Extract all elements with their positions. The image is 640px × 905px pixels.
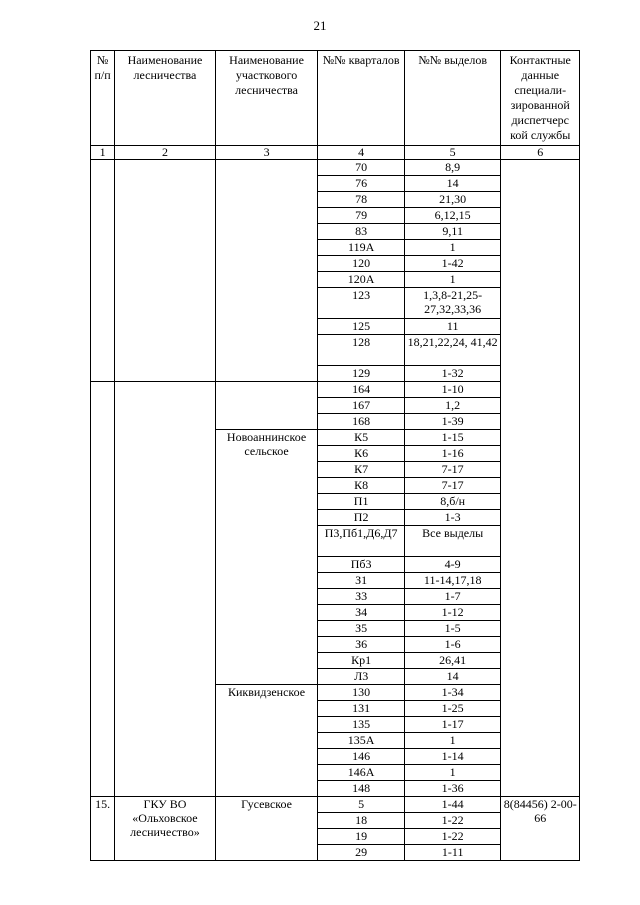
empty-cell	[91, 382, 115, 797]
allotment-cell: 1-39	[404, 414, 501, 430]
forestry-name: ГКУ ВО «Ольховское лесничество»	[115, 797, 216, 861]
allotment-cell: 1-15	[404, 430, 501, 446]
quarter-cell: 164	[318, 382, 405, 398]
contact-cell: 8(84456) 2-00-66	[501, 797, 580, 861]
header-cell: Наименование участкового лесничества	[215, 51, 318, 146]
quarter-cell: К7	[318, 462, 405, 478]
quarter-cell: 167	[318, 398, 405, 414]
quarter-cell: 135	[318, 717, 405, 733]
header-cell: Контактные данные специали-зированной диспетчерс кой службы	[501, 51, 580, 146]
district-name: Новоаннинское сельское	[215, 430, 318, 685]
allotment-cell: 1-5	[404, 621, 501, 637]
empty-cell	[501, 160, 580, 797]
quarter-cell: К8	[318, 478, 405, 494]
quarter-cell: 70	[318, 160, 405, 176]
quarter-cell: 120А	[318, 272, 405, 288]
quarter-cell: 125	[318, 319, 405, 335]
quarter-cell: 19	[318, 829, 405, 845]
empty-cell	[115, 382, 216, 797]
quarter-cell: 5	[318, 797, 405, 813]
quarter-cell: 130	[318, 685, 405, 701]
allotment-cell: 1-16	[404, 446, 501, 462]
column-number: 1	[91, 146, 115, 160]
district-name: Киквидзенское	[215, 685, 318, 797]
quarter-cell: 119А	[318, 240, 405, 256]
quarter-cell: З6	[318, 637, 405, 653]
allotment-cell: 14	[404, 669, 501, 685]
allotment-cell: Все выделы	[404, 526, 501, 557]
table-row	[91, 797, 580, 813]
allotment-cell: 7-17	[404, 478, 501, 494]
quarter-cell: З4	[318, 605, 405, 621]
quarter-cell: 79	[318, 208, 405, 224]
allotment-cell: 18,21,22,24, 41,42	[404, 335, 501, 366]
column-number: 5	[404, 146, 501, 160]
allotment-cell: 21,30	[404, 192, 501, 208]
allotment-cell: 14	[404, 176, 501, 192]
allotment-cell: 6,12,15	[404, 208, 501, 224]
allotment-cell: 1-6	[404, 637, 501, 653]
quarter-cell: Кр1	[318, 653, 405, 669]
allotment-cell: 1	[404, 240, 501, 256]
quarter-cell: 168	[318, 414, 405, 430]
allotment-cell: 1	[404, 733, 501, 749]
allotment-cell: 1-14	[404, 749, 501, 765]
quarter-cell: 18	[318, 813, 405, 829]
allotment-cell: 1-36	[404, 781, 501, 797]
quarter-cell: 131	[318, 701, 405, 717]
allotment-cell: 1-17	[404, 717, 501, 733]
allotment-cell: 1-10	[404, 382, 501, 398]
quarter-cell: З5	[318, 621, 405, 637]
quarter-cell: 129	[318, 366, 405, 382]
table-row	[91, 160, 580, 176]
allotment-cell: 1-34	[404, 685, 501, 701]
column-number: 4	[318, 146, 405, 160]
quarter-cell: Л3	[318, 669, 405, 685]
allotment-cell: 1-3	[404, 510, 501, 526]
allotment-cell: 1-22	[404, 829, 501, 845]
quarter-cell: З1	[318, 573, 405, 589]
table-header-row	[91, 51, 580, 146]
quarter-cell: 146	[318, 749, 405, 765]
forestry-table	[90, 50, 580, 861]
row-number: 15.	[91, 797, 115, 861]
allotment-cell: 8,б/н	[404, 494, 501, 510]
allotment-cell: 11-14,17,18	[404, 573, 501, 589]
header-cell: №№ кварталов	[318, 51, 405, 146]
quarter-cell: П3,Пб1,Д6,Д7	[318, 526, 405, 557]
allotment-cell: 1,2	[404, 398, 501, 414]
column-number: 3	[215, 146, 318, 160]
allotment-cell: 1-42	[404, 256, 501, 272]
header-cell: Наименование лесничества	[115, 51, 216, 146]
allotment-cell: 1	[404, 765, 501, 781]
quarter-cell: 148	[318, 781, 405, 797]
quarter-cell: Пб3	[318, 557, 405, 573]
column-number: 2	[115, 146, 216, 160]
allotment-cell: 1-44	[404, 797, 501, 813]
allotment-cell: 26,41	[404, 653, 501, 669]
quarter-cell: 128	[318, 335, 405, 366]
quarter-cell: 146А	[318, 765, 405, 781]
quarter-cell: 29	[318, 845, 405, 861]
empty-cell	[215, 160, 318, 382]
allotment-cell: 1-11	[404, 845, 501, 861]
allotment-cell: 7-17	[404, 462, 501, 478]
empty-cell	[91, 160, 115, 382]
allotment-cell: 9,11	[404, 224, 501, 240]
quarter-cell: П2	[318, 510, 405, 526]
allotment-cell: 8,9	[404, 160, 501, 176]
empty-cell	[115, 160, 216, 382]
column-number-row	[91, 146, 580, 160]
page-number: 21	[313, 18, 327, 33]
quarter-cell: 76	[318, 176, 405, 192]
district-name: Гусевское	[215, 797, 318, 861]
allotment-cell: 1-22	[404, 813, 501, 829]
quarter-cell: 123	[318, 288, 405, 319]
allotment-cell: 1-12	[404, 605, 501, 621]
header-cell: № п/п	[91, 51, 115, 146]
quarter-cell: 78	[318, 192, 405, 208]
allotment-cell: 4-9	[404, 557, 501, 573]
allotment-cell: 1	[404, 272, 501, 288]
quarter-cell: П1	[318, 494, 405, 510]
allotment-cell: 11	[404, 319, 501, 335]
allotment-cell: 1-25	[404, 701, 501, 717]
header-cell: №№ выделов	[404, 51, 501, 146]
allotment-cell: 1-32	[404, 366, 501, 382]
quarter-cell: 135А	[318, 733, 405, 749]
quarter-cell: З3	[318, 589, 405, 605]
column-number: 6	[501, 146, 580, 160]
quarter-cell: 120	[318, 256, 405, 272]
empty-cell	[215, 382, 318, 430]
quarter-cell: К5	[318, 430, 405, 446]
allotment-cell: 1-7	[404, 589, 501, 605]
quarter-cell: К6	[318, 446, 405, 462]
allotment-cell: 1,3,8-21,25-27,32,33,36	[404, 288, 501, 319]
quarter-cell: 83	[318, 224, 405, 240]
